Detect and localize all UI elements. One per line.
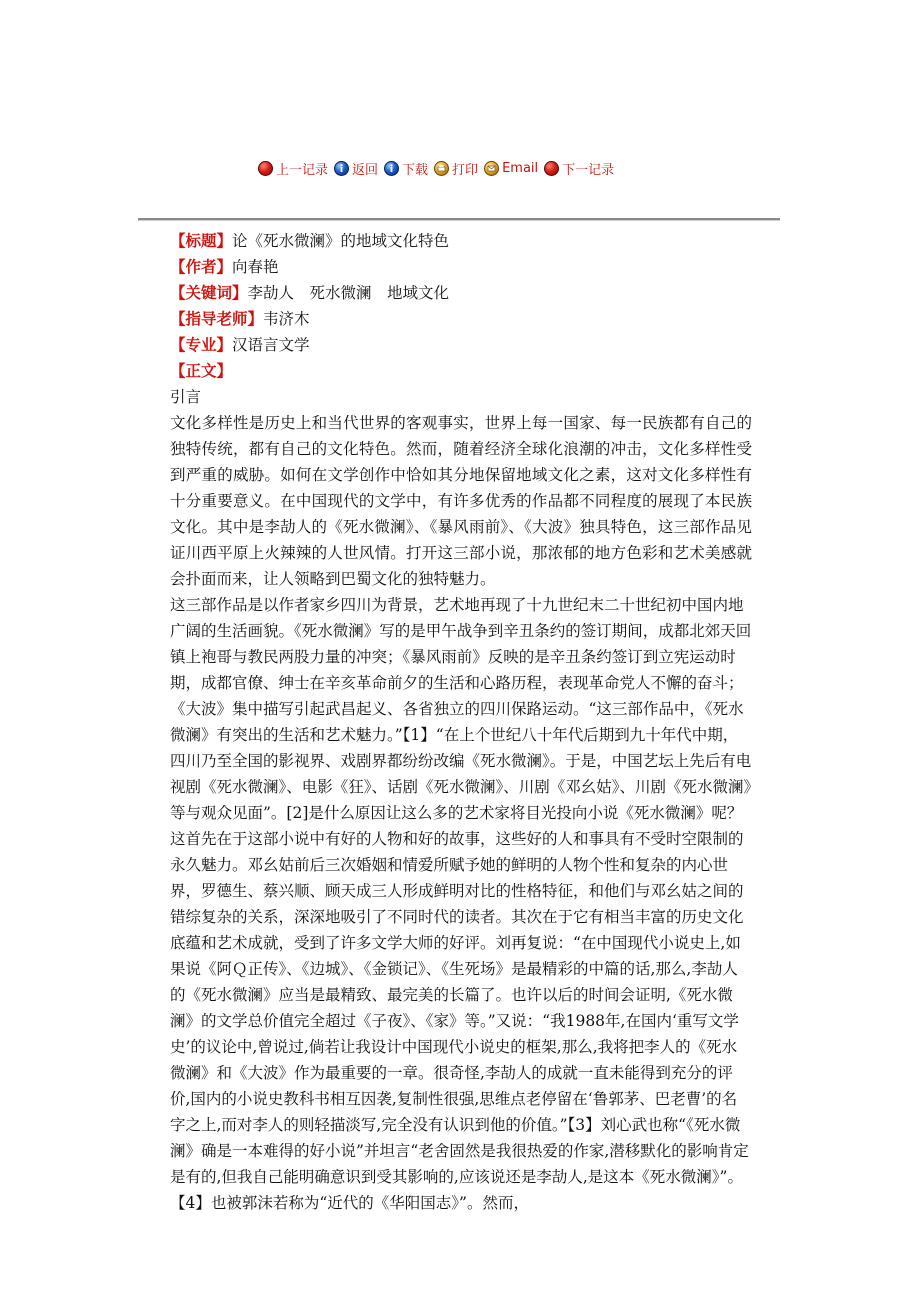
email-label: Email <box>502 160 539 176</box>
author-value: 向春艳 <box>232 258 279 276</box>
email-button[interactable] <box>484 161 540 176</box>
back-button[interactable] <box>334 159 380 178</box>
meta-keywords <box>170 280 752 306</box>
advisor-label: 【指导老师】 <box>170 309 264 328</box>
body-paragraph: 文化多样性是历史上和当代世界的客观事实，世界上每一国家、每一民族都有自己的独特传统，都有自己的文化特色。然而，随着经济全球化浪潮的冲击，文化多样性受到严重的威胁。如何在文学创作中恰如其分地保留地域文化之素，这对文化多样性有十分重要意义。在中国现代的文学中，有许多优秀的作品都不同程度的展现了本民族文化。其中是李劼人的《死水微澜》、《暴风雨前》、《大波》独具特色，这三部作品见证川西平原上火辣辣的人世风情。打开这三部小说，那浓郁的地方色彩和艺术美感就会扑面而来，让人领略到巴蜀文化的独特魅力。 <box>170 414 752 588</box>
meta-author <box>170 254 752 280</box>
download-label: 下载 <box>402 162 429 178</box>
body-paragraph: 这三部作品是以作者家乡四川为背景，艺术地再现了十九世纪末二十世纪初中国内地广阔的生活画貌。《死水微澜》写的是甲午战争到辛丑条约的签订期间，成都北郊天回镇上袍哥与教民两股力量的冲突；《暴风雨前》反映的是辛丑条约签订到立宪运动时期，成都官僚、绅士在辛亥革命前夕的生活和心路历程，表现革命党人不懈的奋斗；《大波》集中描写引起武昌起义、各省独立的四川保路运动。“这三部作品中，《死水微澜》有突出的生活和艺术魅力。”【1】“在上个世纪八十年代后期到九十年代中期，四川乃至全国的影视界、戏剧界都纷纷改编《死水微澜》。于是，中国艺坛上先后有电视剧《死水微澜》、电影《狂》、话剧《死水微澜》、川剧《邓幺姑》、川剧《死水微澜》等与观众见面”。[2]是什么原因让这么多的艺术家将目光投向小说《死水微澜》呢？这首先在于这部小说中有好的人物和好的故事，这些好的人和事具有不受时空限制的永久魅力。邓幺姑前后三次婚姻和情爱所赋予她的鲜明的人物个性和复杂的内心世界，罗德生、蔡兴顺、顾天成三人形成鲜明对比的性格特征，和他们与邓幺姑之间的错综复杂的关系，深深地吸引了不同时代的读者。其次在于它有相当丰富的历史文化底蕴和艺术成就，受到了许多文学大师的好评。刘再复说：“在中国现代小说史上,如果说《阿Ｑ正传》、《边城》、《金锁记》、《生死场》是最精彩的中篇的话,那么,李劼人的《死水微澜》应当是最精致、最完美的长篇了。也许以后的时间会证明,《死水微澜》的文学总价值完全超过《子夜》、《家》等。”又说：“我1988年,在国内‘重写文学史’的议论中,曾说过,倘若让我设计中国现代小说史的框架,那么,我将把李人的《死水微澜》和《大波》作为最重要的一章。很奇怪,李劼人的成就一直未能得到充分的评价,国内的小说史教科书相互因袭,复制性很强,思维点老停留在‘鲁郭茅、巴老曹’的名字之上,而对李人的则轻描淡写,完全没有认识到他的价值。”【3】刘心武也称“《死水微澜》确是一本难得的好小说”并坦言“老舍固然是我很热爱的作家,潜移默化的影响肯定是有的,但我自己能明确意识到受其影响的,应该说还是李劼人,是这本《死水微澜》”。【4】也被郭沫若称为“近代的《华阳国志》”。然而， <box>170 596 752 1212</box>
prev-record-button[interactable] <box>258 159 330 178</box>
meta-title <box>170 228 752 254</box>
blue-info-icon <box>384 161 399 176</box>
body-label: 【正文】 <box>170 361 233 380</box>
back-label: 返回 <box>352 162 379 178</box>
keywords-value: 李劼人 死水微澜 地域文化 <box>247 284 450 302</box>
keywords-label: 【关键词】 <box>170 283 248 302</box>
meta-major <box>170 332 752 358</box>
author-label: 【作者】 <box>170 257 233 276</box>
meta-body <box>170 358 752 384</box>
article <box>170 228 752 1216</box>
major-label: 【专业】 <box>170 335 233 354</box>
print-label: 打印 <box>452 162 479 178</box>
red-circle-icon <box>544 161 559 176</box>
prev-record-label: 上一记录 <box>276 162 329 178</box>
title-label: 【标题】 <box>170 231 233 250</box>
next-record-button[interactable] <box>544 159 616 178</box>
red-circle-icon <box>258 161 273 176</box>
meta-advisor <box>170 306 752 332</box>
advisor-value: 韦济木 <box>263 310 310 328</box>
header-divider <box>138 218 780 221</box>
title-value: 论《死水微澜》的地域文化特色 <box>232 232 450 250</box>
blue-info-icon <box>334 161 349 176</box>
intro-heading: 引言 <box>170 388 202 406</box>
major-value: 汉语言文学 <box>232 336 310 354</box>
download-button[interactable] <box>384 159 430 178</box>
envelope-icon <box>484 161 499 176</box>
next-record-label: 下一记录 <box>562 162 615 178</box>
print-button[interactable] <box>434 159 480 178</box>
printer-icon <box>434 161 449 176</box>
record-toolbar <box>258 155 668 181</box>
